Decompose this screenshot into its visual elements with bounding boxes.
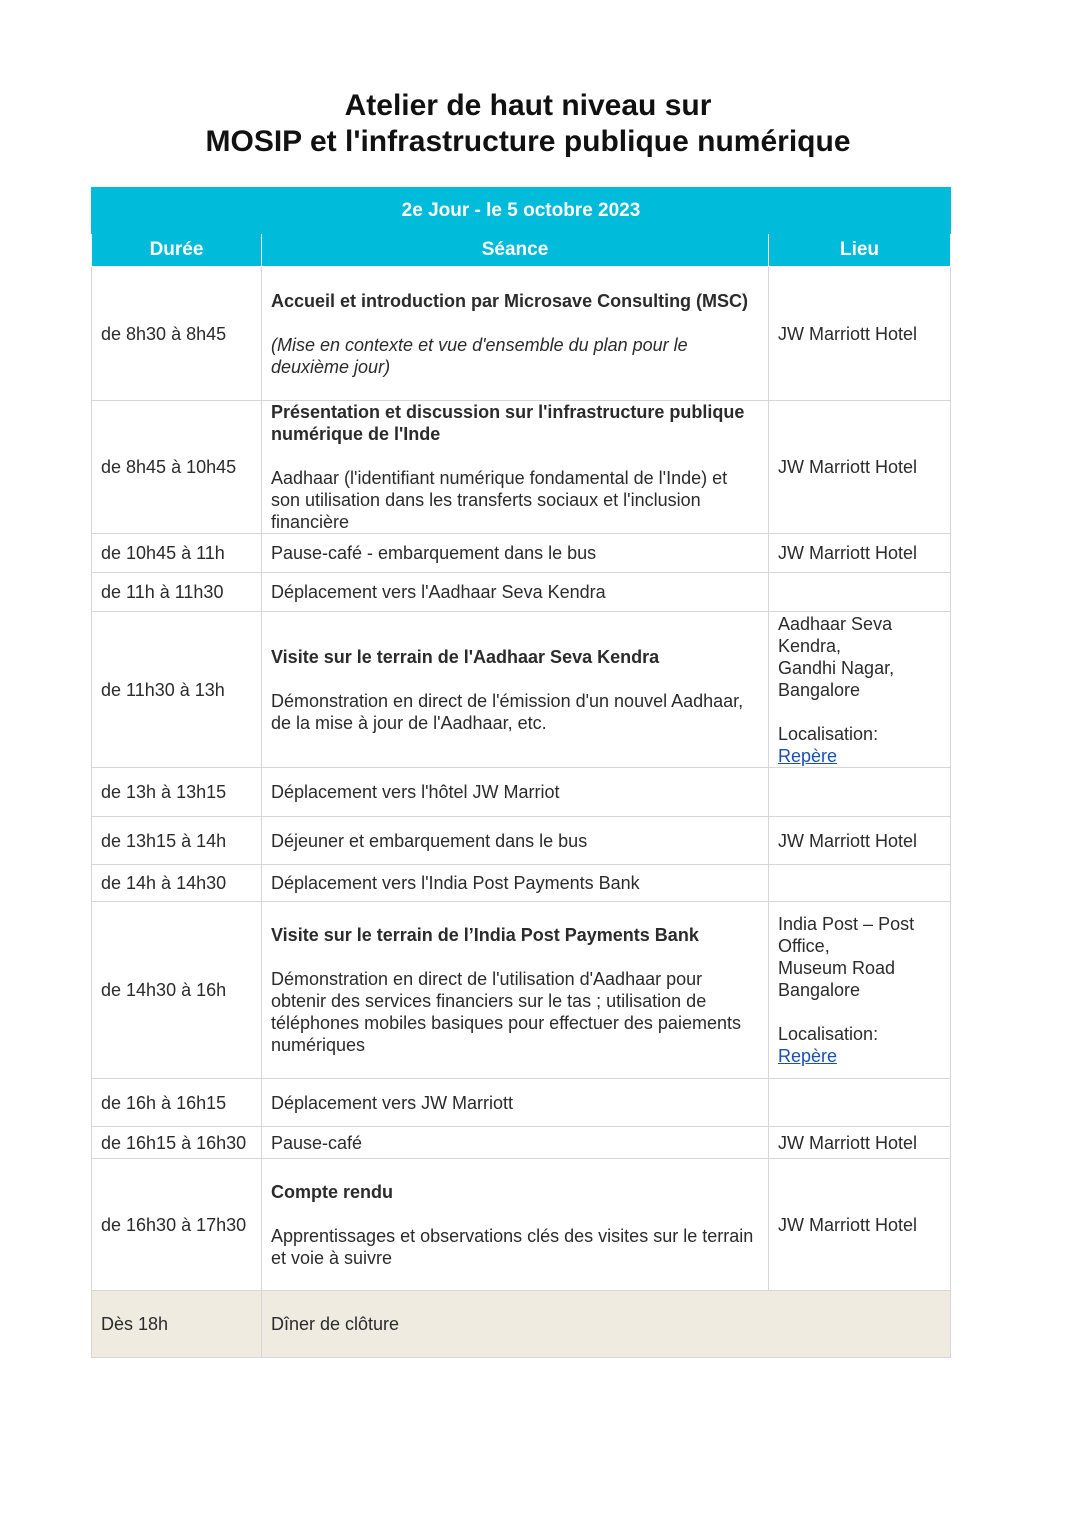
table-row <box>92 1159 951 1291</box>
venue-line: Bangalore <box>778 980 861 1000</box>
session-title: Visite sur le terrain de l’India Post Payments Bank <box>271 925 699 945</box>
row-time: de 13h15 à 14h <box>92 817 262 865</box>
session-description: Démonstration en direct de l'utilisation d'Aadhaar pour obtenir des services financiers sur le tas ; utilisation de téléphones mobiles basiques pour effectuer des paiements numériques <box>271 969 741 1055</box>
row-time: de 11h30 à 13h <box>92 612 262 768</box>
title-line-1: Atelier de haut niveau sur <box>344 89 712 122</box>
session-description: Apprentissages et observations clés des visites sur le terrain et voie à suivre <box>271 1225 754 1268</box>
row-time: de 8h30 à 8h45 <box>92 267 262 401</box>
row-session <box>262 1159 769 1291</box>
row-session: Déplacement vers l'Aadhaar Seva Kendra <box>262 573 769 612</box>
row-time: de 16h30 à 17h30 <box>92 1159 262 1291</box>
table-row <box>92 1291 951 1358</box>
row-session: Déjeuner et embarquement dans le bus <box>262 817 769 865</box>
row-venue: JW Marriott Hotel <box>769 1159 951 1291</box>
row-session: Déplacement vers l'India Post Payments Bank <box>262 865 769 902</box>
table-row <box>92 612 951 768</box>
row-session <box>262 267 769 401</box>
row-session: Déplacement vers l'hôtel JW Marriot <box>262 768 769 817</box>
table-row <box>92 768 951 817</box>
row-time: de 8h45 à 10h45 <box>92 401 262 534</box>
column-header-seance: Séance <box>262 234 769 267</box>
table-row <box>92 573 951 612</box>
row-venue: JW Marriott Hotel <box>769 1127 951 1159</box>
column-header-row <box>92 234 951 267</box>
session-title: Visite sur le terrain de l'Aadhaar Seva Kendra <box>271 646 660 667</box>
table-row <box>92 1127 951 1159</box>
row-session <box>262 902 769 1079</box>
day-header: 2e Jour - le 5 octobre 2023 <box>92 188 951 234</box>
row-venue: JW Marriott Hotel <box>769 817 951 865</box>
row-session <box>262 612 769 768</box>
venue-line: Bangalore <box>778 679 861 700</box>
row-time: de 13h à 13h15 <box>92 768 262 817</box>
row-time: de 11h à 11h30 <box>92 573 262 612</box>
session-title: Compte rendu <box>271 1181 394 1202</box>
document-title <box>0 88 1056 160</box>
row-time: de 14h30 à 16h <box>92 902 262 1079</box>
row-session <box>262 401 769 534</box>
row-venue <box>769 768 951 817</box>
title-line-2: MOSIP et l'infrastructure publique numérique <box>205 125 851 158</box>
row-venue: JW Marriott Hotel <box>769 267 951 401</box>
row-venue: JW Marriott Hotel <box>769 401 951 534</box>
table-row <box>92 817 951 865</box>
session-description: Aadhaar (l'identifiant numérique fondamental de l'Inde) et son utilisation dans les transferts sociaux et l'inclusion financière <box>271 468 728 532</box>
venue-line: Aadhaar Seva Kendra, <box>778 613 893 656</box>
location-label: Localisation: <box>778 723 879 744</box>
row-time: Dès 18h <box>92 1291 262 1358</box>
row-time: de 16h à 16h15 <box>92 1079 262 1127</box>
row-venue <box>769 573 951 612</box>
session-title: Accueil et introduction par Microsave Consulting (MSC) <box>271 290 749 311</box>
location-link[interactable]: Repère <box>778 1046 838 1066</box>
row-time: de 14h à 14h30 <box>92 865 262 902</box>
venue-line: India Post – Post Office, <box>778 914 915 956</box>
session-description: (Mise en contexte et vue d'ensemble du plan pour le deuxième jour) <box>271 334 688 377</box>
table-row <box>92 1079 951 1127</box>
row-time: de 10h45 à 11h <box>92 534 262 573</box>
table-row <box>92 865 951 902</box>
column-header-lieu: Lieu <box>769 234 951 267</box>
session-description: Démonstration en direct de l'émission d'un nouvel Aadhaar, de la mise à jour de l'Aadhaar, etc. <box>271 690 744 733</box>
row-session: Pause-café - embarquement dans le bus <box>262 534 769 573</box>
column-header-duree: Durée <box>92 234 262 267</box>
table-row <box>92 534 951 573</box>
row-venue: JW Marriott Hotel <box>769 534 951 573</box>
session-title: Présentation et discussion sur l'infrastructure publique numérique de l'Inde <box>271 402 745 444</box>
table-row <box>92 267 951 401</box>
table-row <box>92 401 951 534</box>
row-venue <box>769 902 951 1079</box>
location-label: Localisation: <box>778 1024 879 1044</box>
row-session: Déplacement vers JW Marriott <box>262 1079 769 1127</box>
row-session: Pause-café <box>262 1127 769 1159</box>
row-time: de 16h15 à 16h30 <box>92 1127 262 1159</box>
row-venue <box>769 1079 951 1127</box>
row-venue <box>769 865 951 902</box>
row-session: Dîner de clôture <box>262 1291 951 1358</box>
table-row <box>92 902 951 1079</box>
location-link[interactable]: Repère <box>778 745 838 766</box>
venue-line: Museum Road <box>778 958 896 978</box>
venue-line: Gandhi Nagar, <box>778 657 895 678</box>
day-header-row <box>92 188 951 234</box>
agenda-table <box>91 187 951 1358</box>
row-venue <box>769 612 951 768</box>
